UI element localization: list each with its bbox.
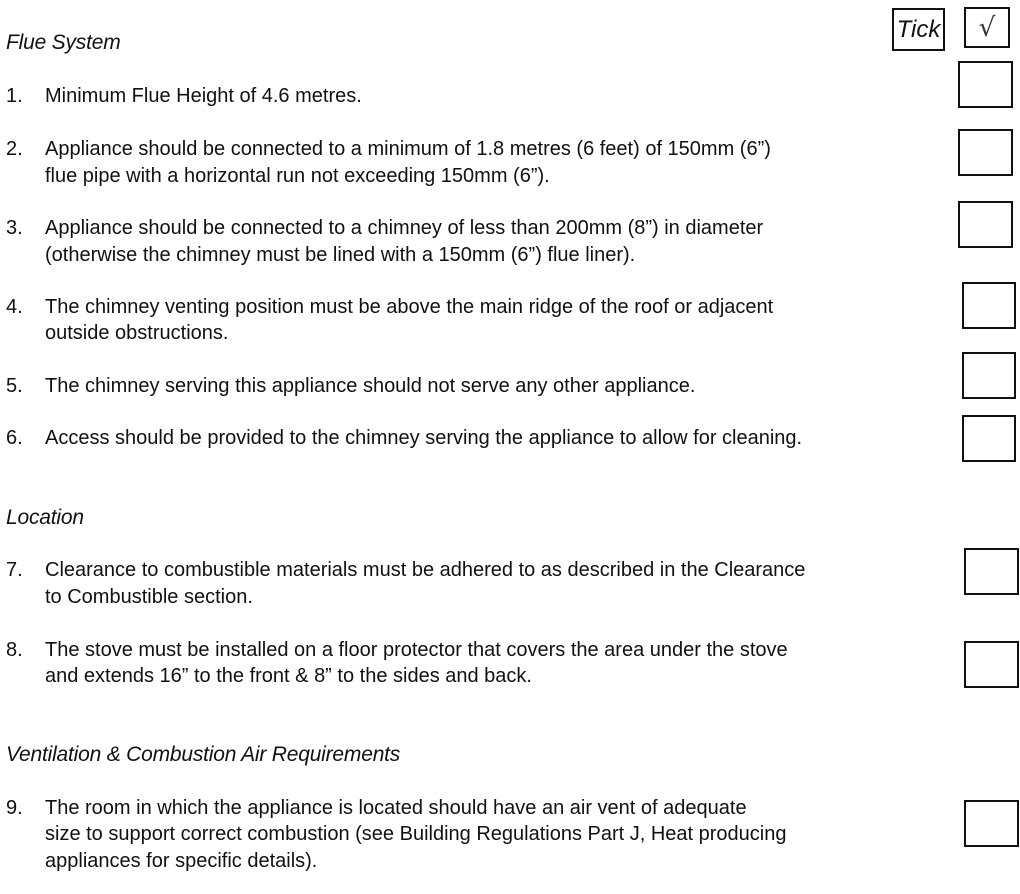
item-number: 4. [6, 296, 23, 318]
item-number: 3. [6, 217, 23, 239]
item-text-line: to Combustible section. [45, 586, 253, 608]
item-number: 6. [6, 427, 23, 449]
item-text-line: appliances for specific details). [45, 850, 318, 872]
checkbox-item-9[interactable] [964, 800, 1019, 847]
item-text-line: Minimum Flue Height of 4.6 metres. [45, 85, 362, 107]
checkbox-item-5[interactable] [962, 352, 1016, 399]
item-text-line: The room in which the appliance is located should have an air vent of adequate [45, 797, 747, 819]
checkbox-item-4[interactable] [962, 282, 1016, 329]
checkmark-icon: √ [978, 12, 996, 43]
item-number: 1. [6, 85, 23, 107]
section-title-flue-system: Flue System [6, 31, 121, 54]
item-number: 7. [6, 559, 23, 581]
item-text-line: (otherwise the chimney must be lined with a 150mm (6”) flue liner). [45, 244, 636, 266]
tick-column-label [892, 8, 945, 51]
item-text-line: Appliance should be connected to a chimney of less than 200mm (8”) in diameter [45, 217, 764, 239]
item-number: 5. [6, 375, 23, 397]
checkbox-item-8[interactable] [964, 641, 1019, 688]
checkbox-item-6[interactable] [962, 415, 1016, 462]
section-title-location: Location [6, 506, 84, 529]
checkbox-item-2[interactable] [958, 129, 1013, 176]
item-text-line: flue pipe with a horizontal run not exceeding 150mm (6”). [45, 165, 550, 187]
tick-symbol-legend [964, 7, 1010, 48]
item-text-line: and extends 16” to the front & 8” to the sides and back. [45, 665, 532, 687]
item-number: 9. [6, 797, 23, 819]
item-text-line: outside obstructions. [45, 322, 229, 344]
item-text-line: size to support correct combustion (see Building Regulations Part J, Heat producing [45, 823, 787, 845]
checkbox-item-7[interactable] [964, 548, 1019, 595]
section-title-ventilation: Ventilation & Combustion Air Requirements [6, 743, 401, 766]
checkbox-item-1[interactable] [958, 61, 1013, 108]
item-number: 2. [6, 138, 23, 160]
item-text-line: The chimney venting position must be above the main ridge of the roof or adjacent [45, 296, 774, 318]
checkbox-item-3[interactable] [958, 201, 1013, 248]
item-text-line: Appliance should be connected to a minimum of 1.8 metres (6 feet) of 150mm (6”) [45, 138, 771, 160]
item-text-line: The stove must be installed on a floor protector that covers the area under the stove [45, 639, 788, 661]
item-text-line: The chimney serving this appliance should not serve any other appliance. [45, 375, 696, 397]
tick-label-text: Tick [896, 15, 941, 43]
item-number: 8. [6, 639, 23, 661]
item-text-line: Access should be provided to the chimney serving the appliance to allow for cleaning. [45, 427, 803, 449]
item-text-line: Clearance to combustible materials must be adhered to as described in the Clearance [45, 559, 806, 581]
